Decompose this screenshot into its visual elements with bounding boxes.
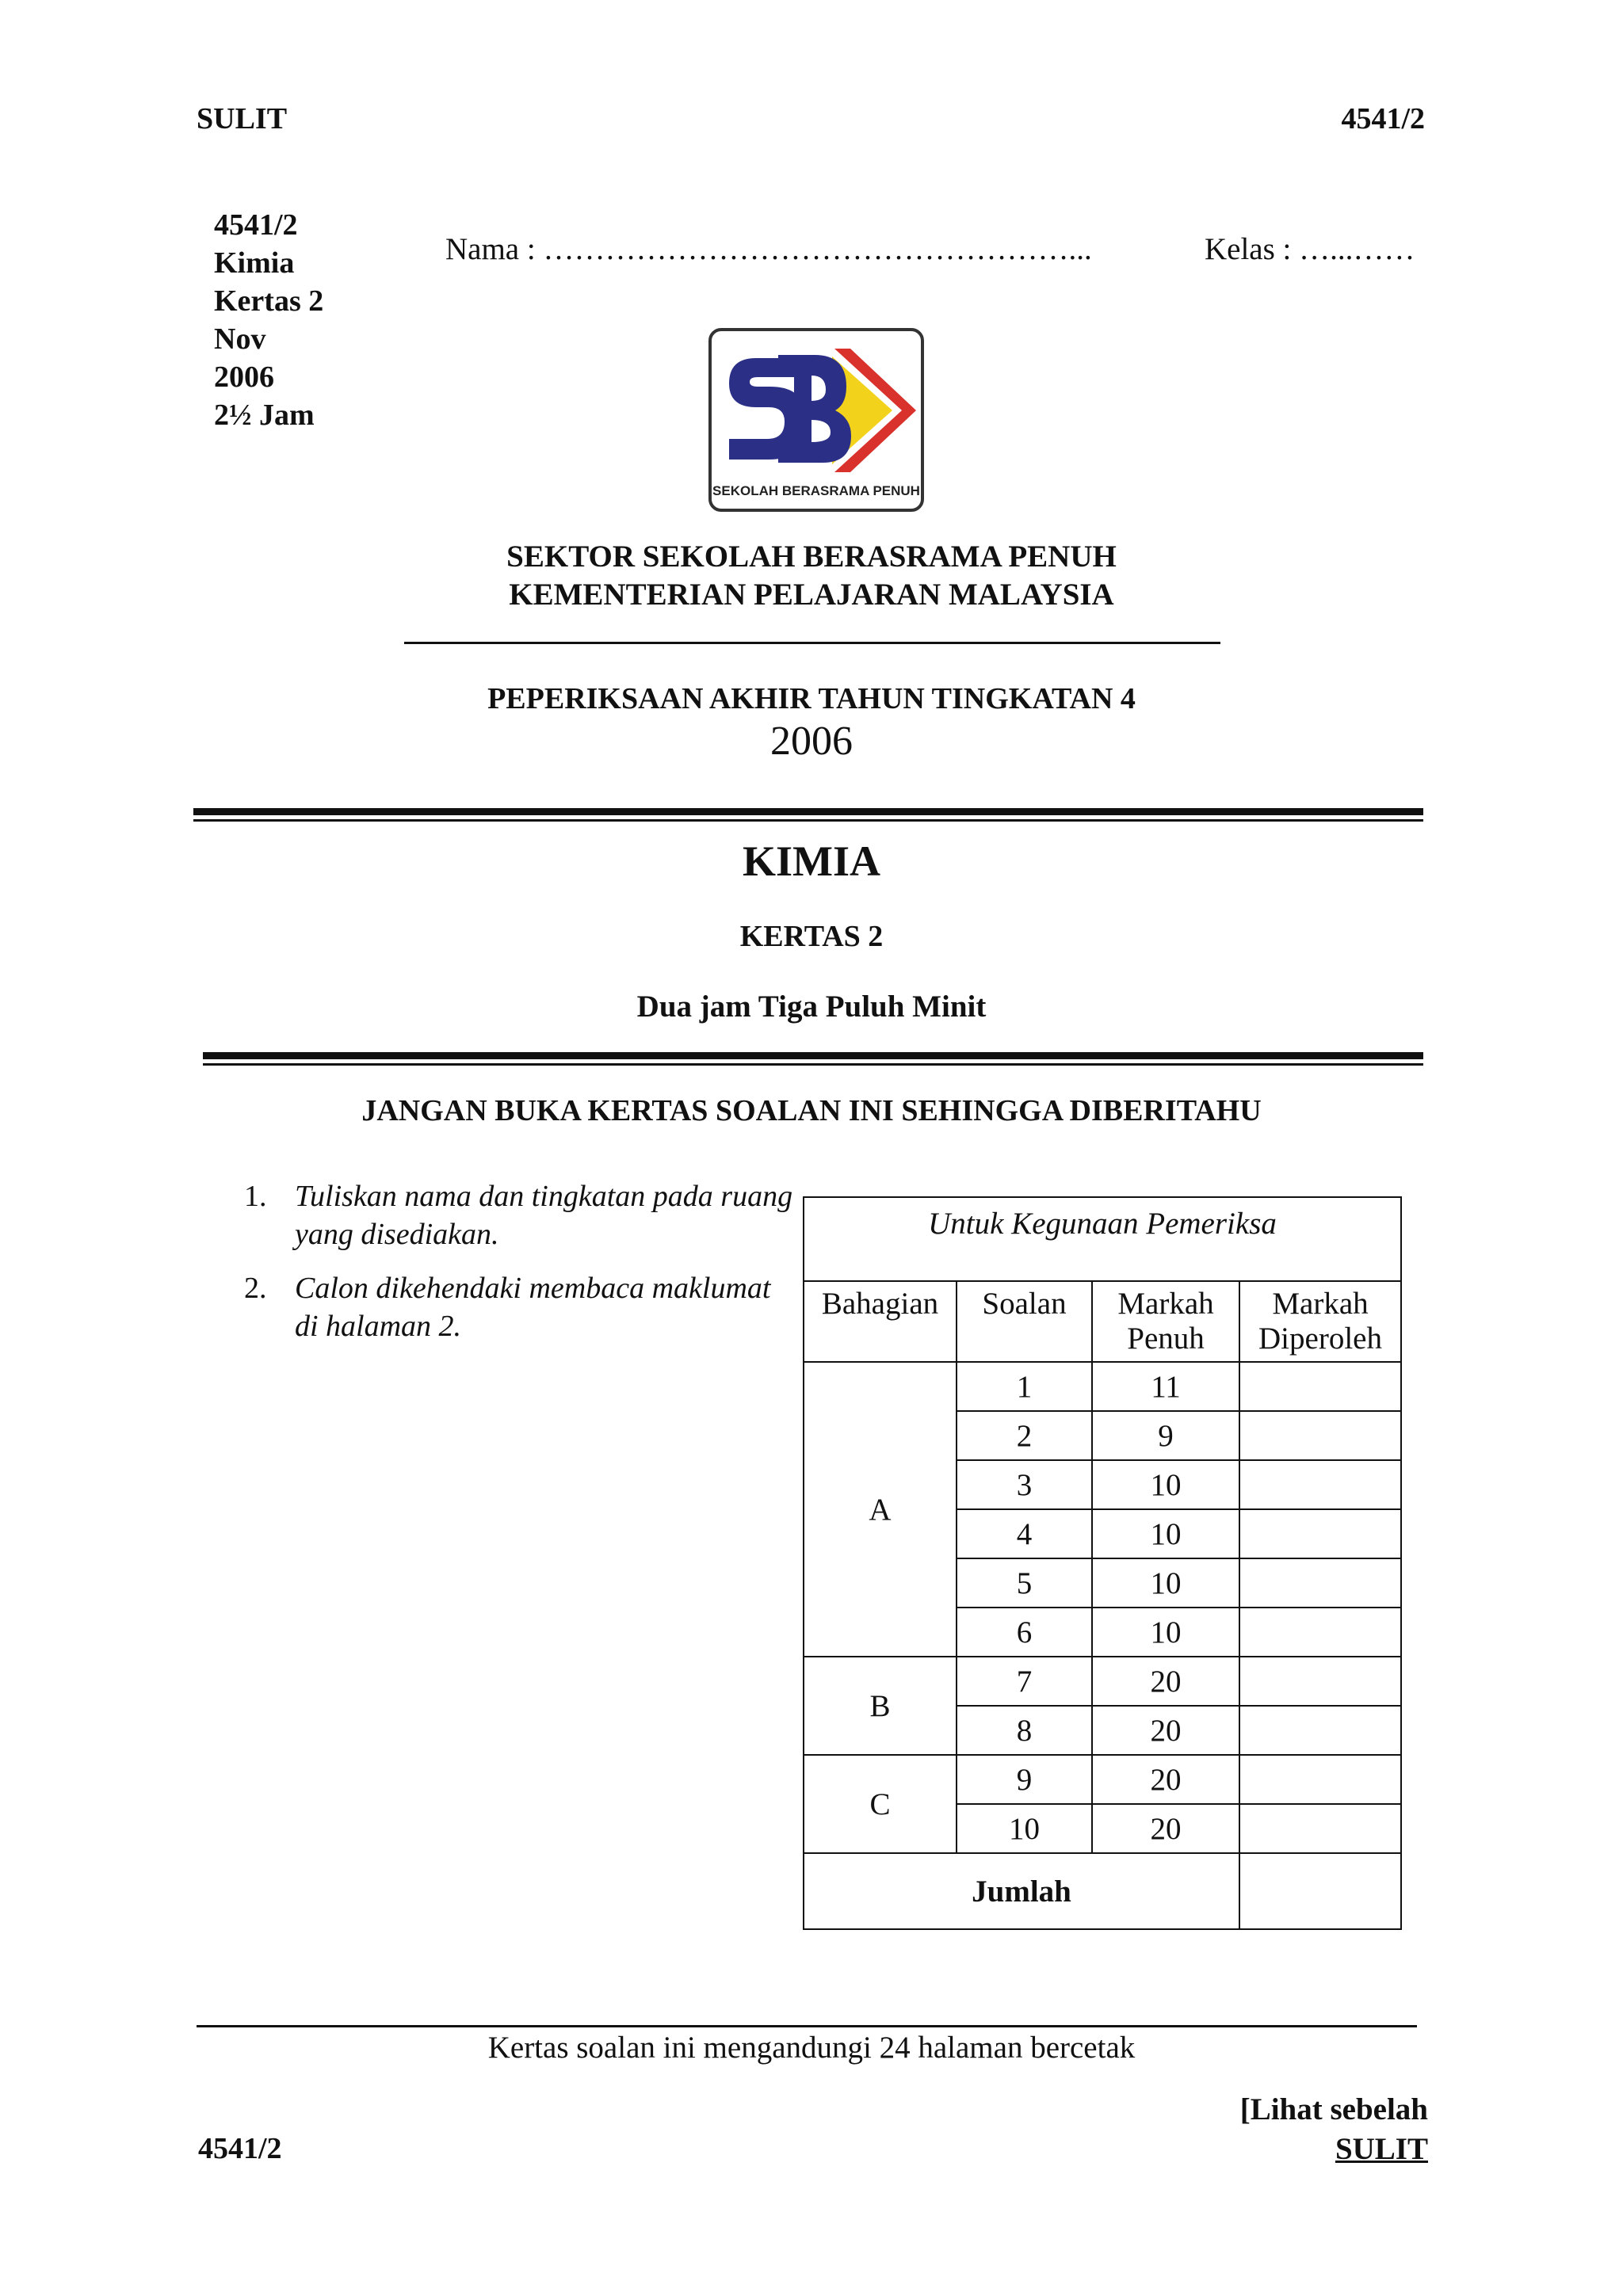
ministry-title: KEMENTERIAN PELAJARAN MALAYSIA — [509, 578, 1114, 612]
exam-title: PEPERIKSAAN AKHIR TAHUN TINGKATAN 4 — [487, 682, 1136, 715]
full-marks-cell: 11 — [1092, 1362, 1239, 1411]
table-row — [804, 1362, 1401, 1411]
table-row — [804, 1755, 1401, 1804]
divider-thick — [203, 1052, 1423, 1059]
footer-divider — [197, 2025, 1417, 2027]
full-marks-cell: 10 — [1092, 1460, 1239, 1509]
divider-thick — [193, 808, 1423, 815]
subject-title: KIMIA — [743, 837, 880, 885]
instruction-number: 1. — [244, 1180, 267, 1213]
instruction-number: 2. — [244, 1272, 267, 1305]
meta-code: 4541/2 — [214, 208, 298, 242]
question-cell: 9 — [957, 1755, 1092, 1804]
table-caption: Untuk Kegunaan Pemeriksa — [804, 1197, 1401, 1281]
obtained-marks-cell[interactable] — [1239, 1657, 1401, 1706]
total-marks-cell[interactable] — [1239, 1853, 1401, 1929]
meta-paper: Kertas 2 — [214, 284, 324, 318]
see-next-page: [Lihat sebelah — [1239, 2092, 1428, 2126]
divider-thin — [203, 1063, 1423, 1066]
table-row — [804, 1657, 1401, 1706]
header-question: Soalan — [957, 1281, 1092, 1362]
question-cell: 1 — [957, 1362, 1092, 1411]
question-cell: 4 — [957, 1509, 1092, 1558]
meta-month: Nov — [214, 322, 266, 356]
obtained-marks-cell[interactable] — [1239, 1460, 1401, 1509]
instructions — [244, 1177, 799, 1361]
question-cell: 6 — [957, 1608, 1092, 1657]
header-marks-obtained: Markah Diperoleh — [1239, 1281, 1401, 1362]
class-field: Kelas : …...…… — [1205, 232, 1415, 266]
duration-text: Dua jam Tiga Puluh Minit — [636, 990, 987, 1024]
section-cell: C — [804, 1755, 957, 1853]
sbp-logo-mark-icon — [712, 331, 921, 509]
obtained-marks-cell[interactable] — [1239, 1608, 1401, 1657]
full-marks-cell: 20 — [1092, 1706, 1239, 1755]
full-marks-cell: 20 — [1092, 1804, 1239, 1853]
full-marks-cell: 10 — [1092, 1509, 1239, 1558]
obtained-marks-cell[interactable] — [1239, 1362, 1401, 1411]
question-cell: 8 — [957, 1706, 1092, 1755]
meta-subject: Kimia — [214, 246, 295, 280]
full-marks-cell: 20 — [1092, 1657, 1239, 1706]
section-cell: B — [804, 1657, 957, 1755]
divider — [404, 642, 1220, 644]
examiner-marks-table — [803, 1196, 1402, 1930]
obtained-marks-cell[interactable] — [1239, 1755, 1401, 1804]
exam-year: 2006 — [770, 719, 853, 764]
full-marks-cell: 20 — [1092, 1755, 1239, 1804]
obtained-marks-cell[interactable] — [1239, 1558, 1401, 1608]
paper-title: KERTAS 2 — [739, 920, 884, 953]
obtained-marks-cell[interactable] — [1239, 1804, 1401, 1853]
question-cell: 2 — [957, 1411, 1092, 1460]
full-marks-cell: 9 — [1092, 1411, 1239, 1460]
question-cell: 7 — [957, 1657, 1092, 1706]
footer-sulit: SULIT — [1335, 2132, 1428, 2166]
question-cell: 3 — [957, 1460, 1092, 1509]
header-paper-code: 4541/2 — [1341, 102, 1425, 135]
section-cell: A — [804, 1362, 957, 1657]
meta-duration: 2½ Jam — [214, 399, 315, 432]
question-cell: 10 — [957, 1804, 1092, 1853]
logo-caption: SEKOLAH BERASRAMA PENUH — [712, 483, 920, 498]
page-count-note: Kertas soalan ini mengandungi 24 halaman bercetak — [487, 2031, 1136, 2065]
paper-meta — [214, 206, 323, 434]
instruction-text: Tuliskan nama dan tingkatan pada ruang yang disediakan. — [295, 1180, 793, 1251]
name-field: Nama : ……………………………………………... — [445, 232, 1092, 266]
header-section: Bahagian — [804, 1281, 957, 1362]
instruction-text: Calon dikehendaki membaca maklumat di halaman 2. — [295, 1272, 771, 1343]
obtained-marks-cell[interactable] — [1239, 1411, 1401, 1460]
obtained-marks-cell[interactable] — [1239, 1706, 1401, 1755]
footer-paper-code: 4541/2 — [198, 2132, 282, 2165]
header-sulit: SULIT — [197, 102, 288, 135]
total-row — [804, 1853, 1401, 1929]
sector-title: SEKTOR SEKOLAH BERASRAMA PENUH — [506, 540, 1117, 574]
instruction-item — [244, 1269, 799, 1345]
total-label: Jumlah — [804, 1853, 1239, 1929]
full-marks-cell: 10 — [1092, 1608, 1239, 1657]
sbp-logo — [708, 328, 924, 512]
header-full-marks: Markah Penuh — [1092, 1281, 1239, 1362]
instruction-item — [244, 1177, 799, 1253]
question-cell: 5 — [957, 1558, 1092, 1608]
warning-text: JANGAN BUKA KERTAS SOALAN INI SEHINGGA DIBERITAHU — [361, 1094, 1262, 1127]
meta-year: 2006 — [214, 360, 274, 394]
divider-thin — [193, 819, 1423, 822]
full-marks-cell: 10 — [1092, 1558, 1239, 1608]
obtained-marks-cell[interactable] — [1239, 1509, 1401, 1558]
